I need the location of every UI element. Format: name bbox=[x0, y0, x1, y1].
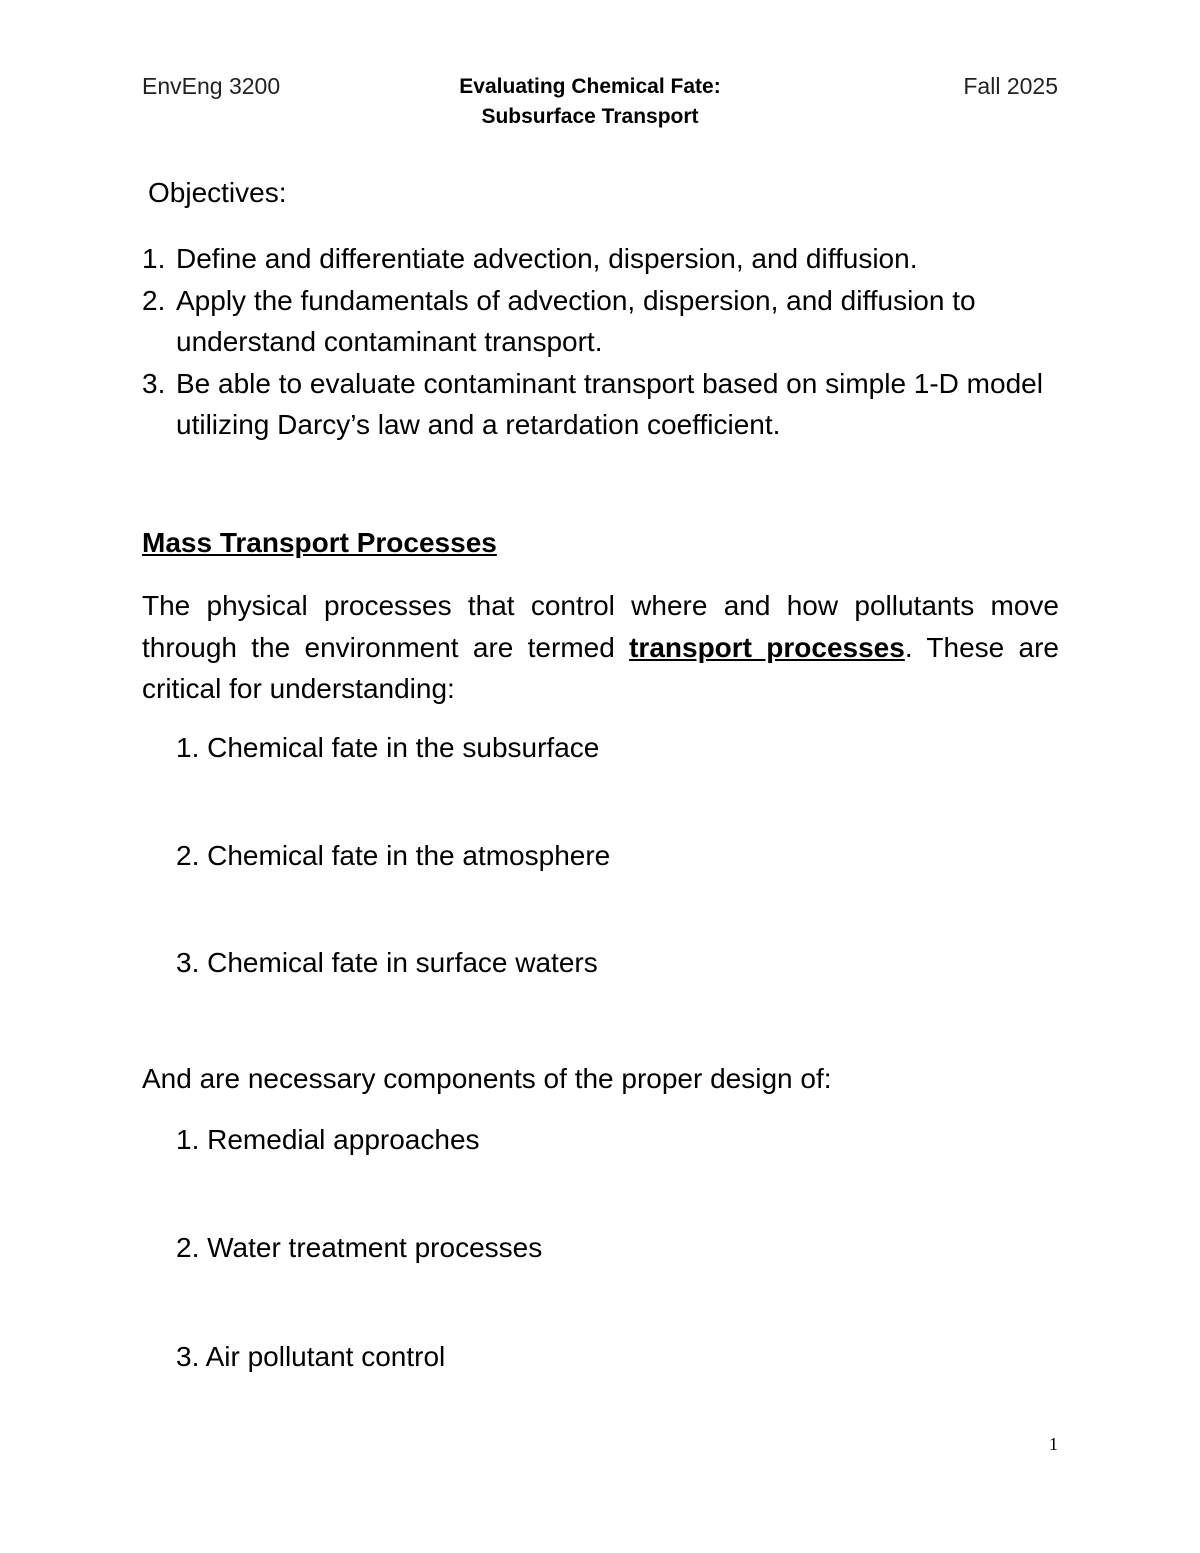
design-list-item: 2. Water treatment processes bbox=[176, 1232, 543, 1263]
section-heading: Mass Transport Processes bbox=[142, 527, 497, 558]
objective-text: Define and differentiate advection, dispersion, and diffusion. bbox=[176, 243, 918, 274]
fate-list-item: 1. Chemical fate in the subsurface bbox=[176, 732, 600, 763]
objective-number: 3. bbox=[142, 367, 166, 399]
intro-text: The physical processes that control where and how pollutants move through the environment are termed bbox=[142, 590, 1059, 663]
objective-item bbox=[142, 363, 1062, 446]
objective-text: Apply the fundamentals of advection, dispersion, and diffusion to understand contaminant transport. bbox=[176, 284, 976, 357]
objective-number: 1. bbox=[142, 243, 166, 274]
objectives-list bbox=[142, 238, 1062, 446]
title-line-1: Evaluating Chemical Fate: bbox=[459, 75, 721, 98]
fate-list-item: 2. Chemical fate in the atmosphere bbox=[176, 840, 611, 871]
term-label: Fall 2025 bbox=[963, 73, 1058, 99]
intro-text-end: . These are critical for understanding: bbox=[142, 631, 1059, 704]
objectives-heading: Objectives: bbox=[148, 177, 287, 208]
design-list-item: 3. Air pollutant control bbox=[176, 1341, 446, 1372]
page-number: 1 bbox=[1049, 1434, 1058, 1454]
title-line-2: Subsurface Transport bbox=[481, 105, 699, 128]
objective-text: Be able to evaluate contaminant transport based on simple 1-D model utilizing Darcy’s law and a retardation coefficient. bbox=[176, 367, 1043, 440]
fate-list-item: 3. Chemical fate in surface waters bbox=[176, 947, 598, 978]
objective-number: 2. bbox=[142, 284, 166, 316]
objective-item bbox=[142, 238, 1062, 280]
design-list-item: 1. Remedial approaches bbox=[176, 1124, 480, 1155]
key-term: transport processes bbox=[629, 631, 905, 663]
design-intro: And are necessary components of the proper design of: bbox=[142, 1063, 832, 1094]
course-code: EnvEng 3200 bbox=[142, 73, 281, 99]
objective-item bbox=[142, 280, 1062, 363]
intro-paragraph bbox=[142, 585, 1059, 710]
document-title bbox=[340, 72, 840, 132]
